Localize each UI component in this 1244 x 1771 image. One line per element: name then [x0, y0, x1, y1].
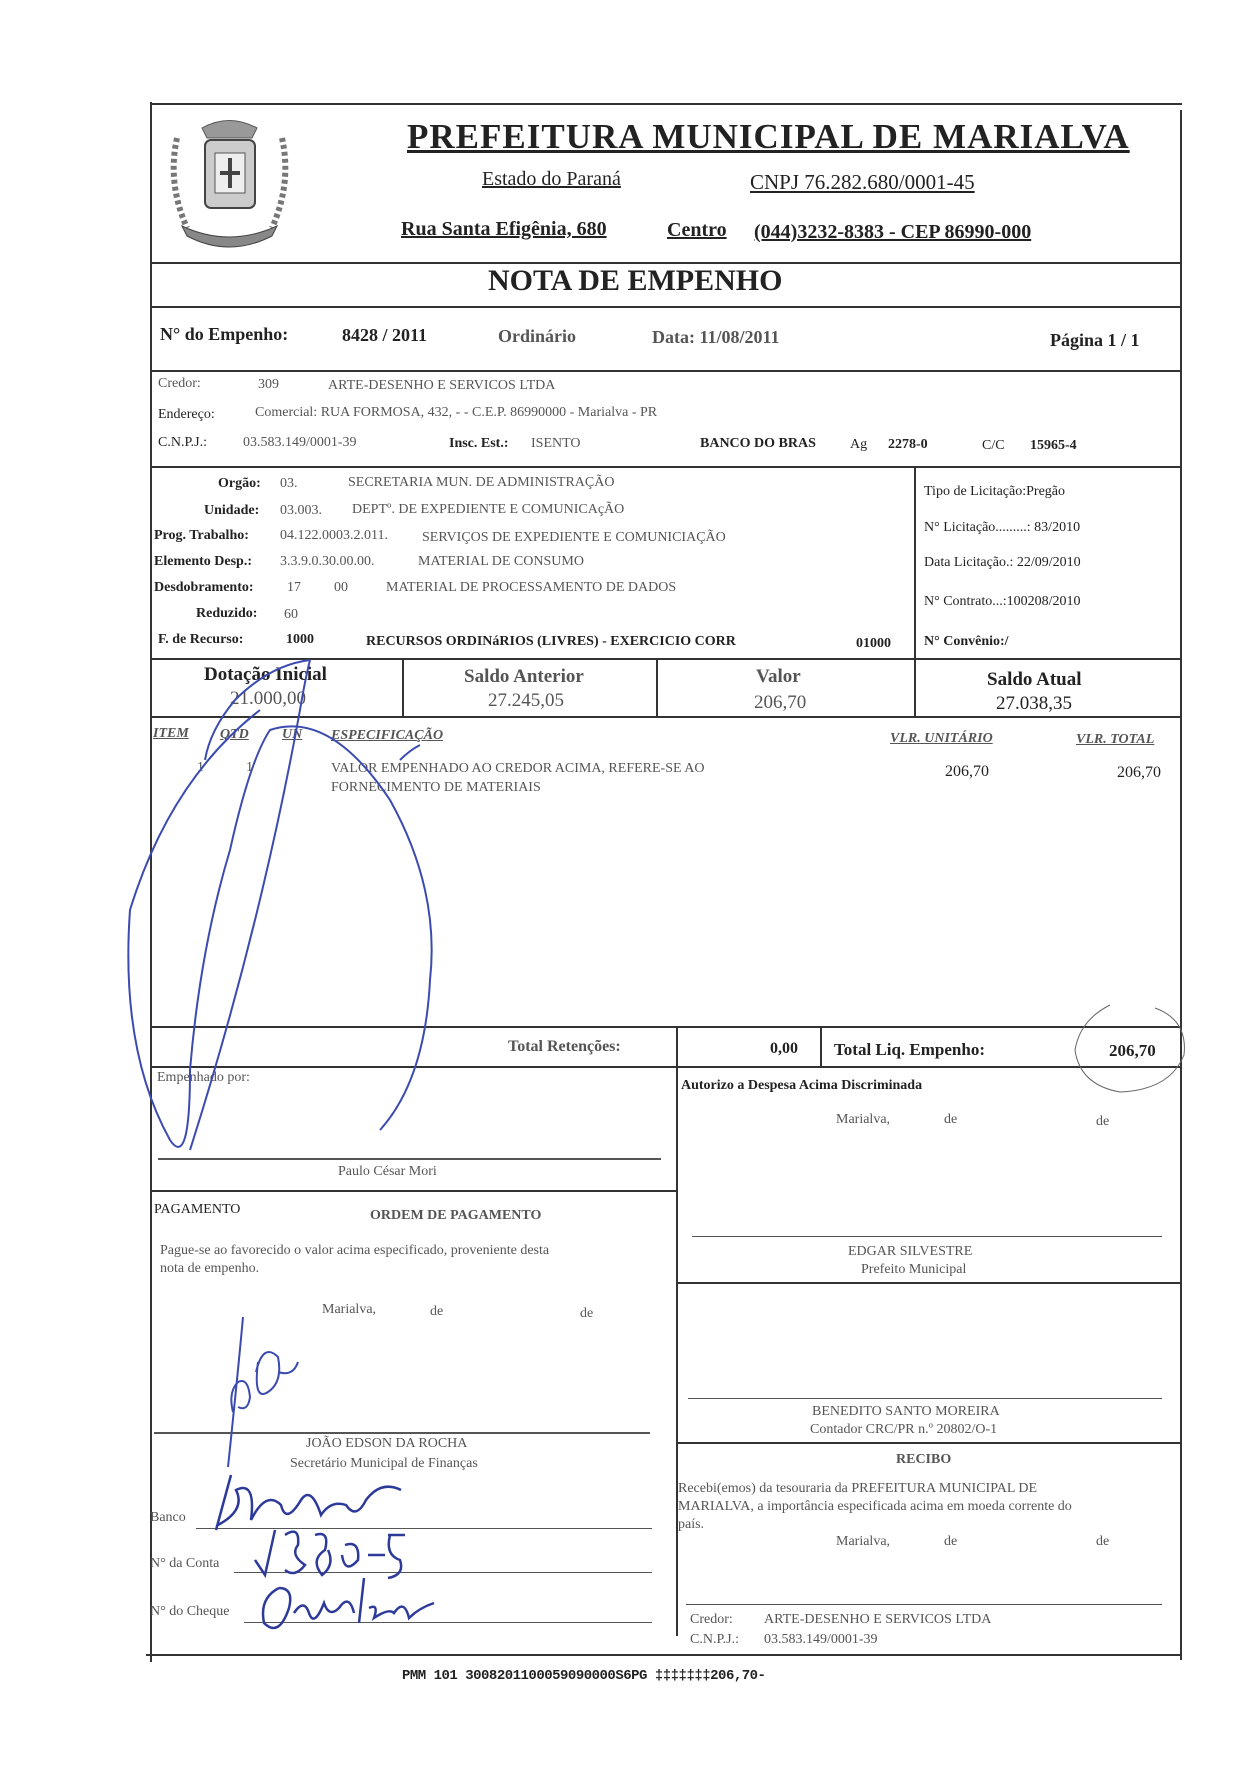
prog-code: 04.122.0003.2.011.	[280, 528, 388, 543]
convenio-number: N° Convênio:/	[924, 634, 1009, 649]
header-phone-cep: (044)3232-8383 - CEP 86990-000	[754, 221, 1032, 243]
col-header-qtd: QTD	[220, 727, 249, 742]
saldo-atual-value: 27.038,35	[996, 693, 1072, 714]
prefeito-name: EDGAR SILVESTRE	[848, 1244, 973, 1259]
retencoes-value: 0,00	[770, 1040, 798, 1057]
orgao-label: Orgão:	[218, 476, 261, 491]
state-name: Estado do Paraná	[482, 168, 621, 190]
page-indicator: Página 1 / 1	[1050, 330, 1140, 350]
bank-name: BANCO DO BRAS	[700, 436, 816, 451]
recibo-de1: de	[944, 1534, 958, 1549]
frame-top	[152, 103, 1182, 105]
cheque-label: N° do Cheque	[150, 1604, 230, 1619]
pagamento-de1: de	[430, 1304, 444, 1319]
prog-label: Prog. Trabalho:	[154, 528, 249, 543]
empenhado-name: Paulo César Mori	[338, 1164, 437, 1179]
orgao-name: SECRETARIA MUN. DE ADMINISTRAÇÃO	[348, 475, 615, 490]
cnpj-label: C.N.P.J.:	[158, 435, 208, 450]
credor-cnpj: 03.583.149/0001-39	[243, 435, 357, 450]
item-spec-line1: VALOR EMPENHADO AO CREDOR ACIMA, REFERE-SE AO	[331, 761, 705, 776]
recibo-place: Marialva,	[836, 1534, 891, 1549]
frame-right	[1180, 110, 1182, 1660]
contrato-number: N° Contrato...:100208/2010	[924, 594, 1081, 609]
municipality-title: PREFEITURA MUNICIPAL DE MARIALVA	[407, 117, 1130, 156]
recurso-label: F. de Recurso:	[158, 632, 244, 647]
desdobramento-label: Desdobramento:	[154, 580, 254, 595]
contador-name: BENEDITO SANTO MOREIRA	[812, 1404, 1000, 1419]
recibo-text-line1: Recebi(emos) da tesouraria da PREFEITURA MUNICIPAL DE	[678, 1481, 1038, 1496]
total-circle-mark	[1060, 1000, 1190, 1105]
liq-empenho-value: 206,70	[1109, 1041, 1156, 1060]
address-label: Endereço:	[158, 407, 215, 422]
unidade-code: 03.003.	[280, 503, 322, 518]
account-number: 15965-4	[1030, 438, 1077, 453]
licitacao-numero: N° Licitação.........: 83/2010	[924, 520, 1081, 535]
item-spec-line2: FORNECIMENTO DE MATERIAIS	[331, 780, 541, 795]
desdobramento-name: MATERIAL DE PROCESSAMENTO DE DADOS	[386, 580, 677, 595]
pagamento-text-line1: Pague-se ao favorecido o valor acima especificado, proveniente desta	[160, 1243, 550, 1258]
recurso-code: 1000	[286, 632, 314, 647]
secretario-signature	[208, 1312, 328, 1477]
ordem-pagamento-label: ORDEM DE PAGAMENTO	[370, 1208, 542, 1223]
header-cnpj: CNPJ 76.282.680/0001-45	[750, 170, 975, 194]
insc-value: ISENTO	[531, 436, 581, 451]
contador-title: Contador CRC/PR n.º 20802/O-1	[810, 1422, 998, 1437]
licitacao-tipo: Tipo de Licitação:Pregão	[924, 484, 1066, 499]
insc-label: Insc. Est.:	[449, 436, 509, 451]
liq-empenho-label: Total Liq. Empenho:	[834, 1040, 985, 1059]
elemento-name: MATERIAL DE CONSUMO	[418, 554, 584, 569]
pagamento-text	[160, 1242, 660, 1278]
prog-name: SERVIÇOS DE EXPEDIENTE E COMUNICIAÇÃO	[422, 530, 726, 545]
agency-label: Ag	[850, 437, 868, 452]
secretario-title: Secretário Municipal de Finanças	[290, 1456, 478, 1471]
autorizo-de2: de	[1096, 1114, 1110, 1129]
banco-label: Banco	[150, 1510, 186, 1525]
credor-address: Comercial: RUA FORMOSA, 432, - - C.E.P. 86990000 - Marialva - PR	[255, 405, 658, 420]
unidade-name: DEPTº. DE EXPEDIENTE E COMUNICAçÃO	[352, 502, 625, 517]
empenho-date: Data: 11/08/2011	[652, 327, 780, 347]
header-street: Rua Santa Efigênia, 680	[401, 218, 607, 240]
pagamento-place: Marialva,	[322, 1302, 377, 1317]
credor-code: 309	[258, 377, 279, 392]
item-total-value: 206,70	[1117, 764, 1161, 781]
recibo-credor-name: ARTE-DESENHO E SERVICOS LTDA	[764, 1612, 992, 1627]
saldo-atual-label: Saldo Atual	[987, 669, 1082, 690]
recurso-name: RECURSOS ORDINáRIOS (LIVRES) - EXERCICIO CORR	[366, 634, 736, 649]
pagamento-label: PAGAMENTO	[154, 1202, 241, 1217]
pagamento-text-line2: nota de empenho.	[160, 1261, 260, 1276]
recibo-label: RECIBO	[896, 1452, 952, 1467]
item-qtd: 1	[246, 760, 253, 775]
header-district: Centro	[667, 219, 727, 241]
col-header-un: UN	[282, 727, 303, 742]
orgao-code: 03.	[280, 476, 298, 491]
valor-value: 206,70	[754, 692, 807, 713]
licitacao-data: Data Licitação.: 22/09/2010	[924, 555, 1081, 570]
reduzido-label: Reduzido:	[196, 606, 258, 621]
valor-label: Valor	[756, 666, 801, 687]
autorizo-de1: de	[944, 1112, 958, 1127]
pagamento-de2: de	[580, 1306, 594, 1321]
desdobramento-code2: 00	[334, 580, 348, 595]
handwritten-cheque-value	[254, 1568, 454, 1643]
autorizo-label: Autorizo a Despesa Acima Discriminada	[681, 1078, 923, 1093]
secretario-name: JOÃO EDSON DA ROCHA	[306, 1436, 468, 1451]
prefeito-title: Prefeito Municipal	[861, 1262, 967, 1277]
empenhado-label: Empenhado por:	[157, 1070, 250, 1085]
elemento-label: Elemento Desp.:	[154, 554, 252, 569]
recibo-credor-label: Credor:	[690, 1612, 733, 1627]
col-header-vlr-total: VLR. TOTAL	[1076, 732, 1155, 747]
recibo-text-line2: MARIALVA, a importância especificada acima em moeda corrente do	[678, 1499, 1072, 1514]
recurso-code2: 01000	[856, 636, 891, 651]
reduzido-value: 60	[284, 607, 298, 622]
municipal-coat-of-arms	[157, 108, 302, 258]
recibo-cnpj-label: C.N.P.J.:	[690, 1632, 740, 1647]
dotacao-value: 21.000,00	[230, 688, 306, 709]
large-handwritten-signature	[110, 650, 450, 1165]
agency-number: 2278-0	[888, 437, 928, 452]
col-header-item: ITEM	[153, 726, 189, 741]
item-number: 1	[197, 760, 204, 775]
desdobramento-code1: 17	[287, 580, 301, 595]
saldo-anterior-label: Saldo Anterior	[464, 666, 584, 687]
elemento-code: 3.3.9.0.30.00.00.	[280, 554, 375, 569]
account-label: C/C	[982, 438, 1005, 453]
footer-barcode-text: PMM 101 3008201100059090000S6PG ‡‡‡‡‡‡‡206,70-	[402, 1668, 766, 1684]
recibo-text-line3: país.	[678, 1517, 705, 1532]
recibo-de2: de	[1096, 1534, 1110, 1549]
recibo-text	[678, 1480, 1178, 1534]
empenho-number: 8428 / 2011	[342, 325, 428, 345]
unidade-label: Unidade:	[204, 503, 260, 518]
credor-label: Credor:	[158, 376, 201, 391]
empenho-type: Ordinário	[498, 326, 577, 346]
autorizo-place: Marialva,	[836, 1112, 891, 1127]
recibo-cnpj-value: 03.583.149/0001-39	[764, 1632, 878, 1647]
col-header-especificacao: ESPECIFICAÇÃO	[331, 728, 444, 743]
retencoes-label: Total Retenções:	[508, 1038, 621, 1055]
dotacao-label: Dotação Inicial	[204, 664, 327, 685]
saldo-anterior-value: 27.245,05	[488, 690, 564, 711]
credor-name: ARTE-DESENHO E SERVICOS LTDA	[328, 378, 556, 393]
empenho-number-label: N° do Empenho:	[160, 324, 289, 344]
document-title: NOTA DE EMPENHO	[488, 264, 783, 297]
conta-label: N° da Conta	[150, 1556, 220, 1571]
item-unit-value: 206,70	[945, 763, 989, 780]
col-header-vlr-unitario: VLR. UNITÁRIO	[890, 731, 993, 746]
